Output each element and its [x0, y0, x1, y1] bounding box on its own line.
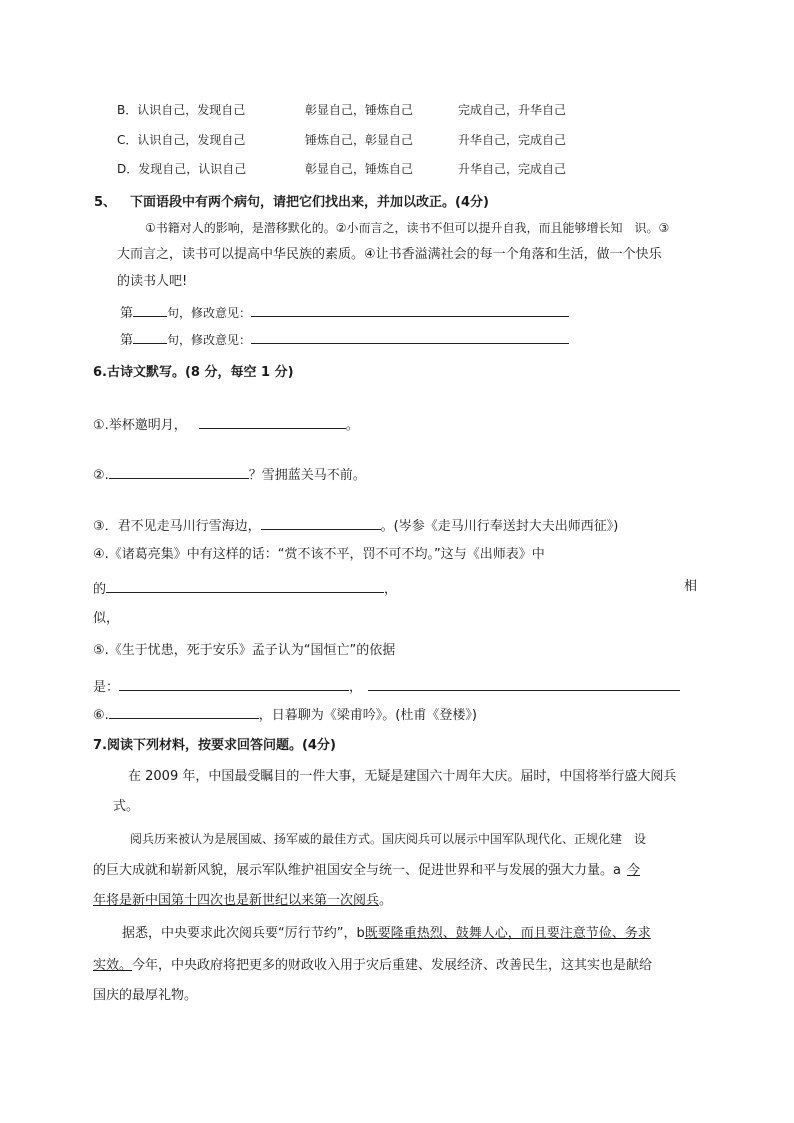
item3-suffix: 。(岑参《走马川行奉送封大夫出师西征》) — [380, 519, 619, 534]
q7-p2-line1: 阅兵历来被认为是展国威、扬军威的最佳方式。国庆阅兵可以展示中国军队现代化、正规化建 设 — [130, 832, 647, 846]
underlined-sentence-a: 今 — [626, 863, 640, 878]
answer-blank[interactable] — [109, 464, 249, 479]
fill-prefix: 第 — [120, 333, 134, 348]
q5-paragraph-line2: 大而言之，读书可以提高中华民族的素质。④让书香溢满社会的每一个角落和生活，做一个快乐 — [117, 247, 662, 262]
item2-suffix: ？雪拥蓝关马不前。 — [248, 468, 366, 483]
q6-item-5-line1: ⑤.《生于忧患，死于安乐》孟子认为“国恒亡”的依据 — [93, 643, 396, 658]
revision-blank[interactable] — [251, 329, 569, 344]
answer-blank[interactable] — [261, 515, 381, 530]
q6-item-3 — [93, 515, 618, 536]
q6-item-4-line2 — [93, 578, 397, 599]
revision-blank[interactable] — [251, 302, 569, 317]
answer-blank[interactable] — [199, 414, 346, 429]
q6-item-4-end: 相 — [684, 579, 698, 594]
item5-mid: ， — [349, 680, 363, 695]
item4-prefix: 的 — [93, 582, 107, 597]
item2-prefix: ②. — [93, 468, 109, 483]
item5-prefix: 是： — [93, 680, 120, 695]
item1-suffix: 。 — [345, 418, 359, 433]
underlined-sentence-a-cont: 年将是新中国第十四次也是新世纪以来第一次阅兵 — [93, 893, 380, 908]
fill-suffix: 句，修改意见： — [167, 306, 252, 320]
p3-line1-text: 据悉，中央要求此次阅兵要“厉行节约”，b — [122, 926, 365, 941]
q7-p1-line1: 在 2009 年，中国最受瞩目的一件大事，无疑是建国六十周年大庆。届时，中国将举行盛大阅兵 — [128, 769, 677, 784]
option-b-col3: 完成自己，升华自己 — [458, 103, 567, 117]
q5-fill-row-2 — [120, 329, 569, 350]
answer-blank[interactable] — [106, 578, 384, 593]
q6-item-5-line2 — [93, 676, 680, 697]
q7-title: 7.阅读下列材料，按要求回答问题。(4分) — [93, 738, 336, 753]
answer-blank[interactable] — [109, 704, 259, 719]
sentence-number-blank[interactable] — [133, 329, 167, 344]
item4-mid: ， — [384, 582, 398, 597]
q6-item-1 — [93, 414, 359, 435]
option-b-label: B．认识自己，发现自己 — [117, 103, 246, 117]
q7-p3-line3: 国庆的最厚礼物。 — [93, 988, 198, 1003]
fill-suffix: 句，修改意见： — [167, 333, 252, 347]
q5-number: 5、 — [94, 195, 117, 210]
answer-blank[interactable] — [119, 676, 349, 691]
item3-prefix: ③．君不见走马川行雪海边， — [93, 519, 261, 534]
sentence-number-blank[interactable] — [133, 302, 167, 317]
q7-p2-line2 — [93, 862, 640, 880]
q7-p1-line2: 式。 — [113, 799, 140, 814]
q7-p2-line3 — [93, 892, 392, 910]
option-c-col2: 锤炼自己，彰显自己 — [305, 133, 414, 147]
q6-item-6 — [93, 704, 477, 725]
option-d-col2: 彰显自己，锤炼自己 — [305, 162, 414, 176]
q5-paragraph-line3: 的读书人吧! — [117, 274, 188, 289]
q6-title: 6.古诗文默写。(8 分，每空 1 分) — [93, 365, 294, 380]
q5-paragraph-line1: ①书籍对人的影响，是潜移默化的。②小而言之，读书不但可以提升自我，而且能够增长知 识。③ — [145, 221, 670, 235]
item1-prefix: ①.举杯邀明月， — [93, 418, 187, 433]
q7-p3-line2 — [93, 957, 652, 975]
q7-p3-line1 — [122, 925, 651, 943]
underlined-sentence-b-cont: 实效。 — [93, 958, 133, 973]
option-c-label: C．认识自己，发现自己 — [117, 133, 246, 147]
option-c-col3: 升华自己，完成自己 — [458, 133, 567, 147]
option-d-label: D．发现自己，认识自己 — [117, 162, 247, 176]
q5-fill-row-1 — [120, 302, 569, 323]
option-d-col3: 升华自己，完成自己 — [458, 162, 567, 176]
answer-blank[interactable] — [368, 676, 680, 691]
item6-prefix: ⑥. — [93, 708, 109, 723]
p3-line2-text: 今年，中央政府将把更多的财政收入用于灾后重建、发展经济、改善民生，这其实也是献给 — [132, 958, 653, 973]
p2-line2-text: 的巨大成就和崭新风貌，展示军队维护祖国安全与统一、促进世界和平与发展的强大力量。a — [93, 863, 621, 878]
fill-prefix: 第 — [120, 306, 134, 321]
p2-line3-end: 。 — [379, 893, 393, 908]
q5-title: 下面语段中有两个病句，请把它们找出来，并加以改正。(4分) — [130, 195, 489, 210]
underlined-sentence-b: 既要隆重热烈、鼓舞人心，而且要注意节俭、务求 — [364, 926, 651, 941]
item6-suffix: ，日暮聊为《梁甫吟》。(杜甫《登楼》) — [258, 708, 477, 723]
q6-item-4-line3: 似， — [93, 611, 120, 626]
q6-item-4-line1: ④.《诸葛亮集》中有这样的话：“赏不该不平，罚不可不均。”这与《出师表》中 — [93, 547, 545, 562]
option-b-col2: 彰显自己，锤炼自己 — [305, 103, 414, 117]
q6-item-2 — [93, 464, 366, 485]
